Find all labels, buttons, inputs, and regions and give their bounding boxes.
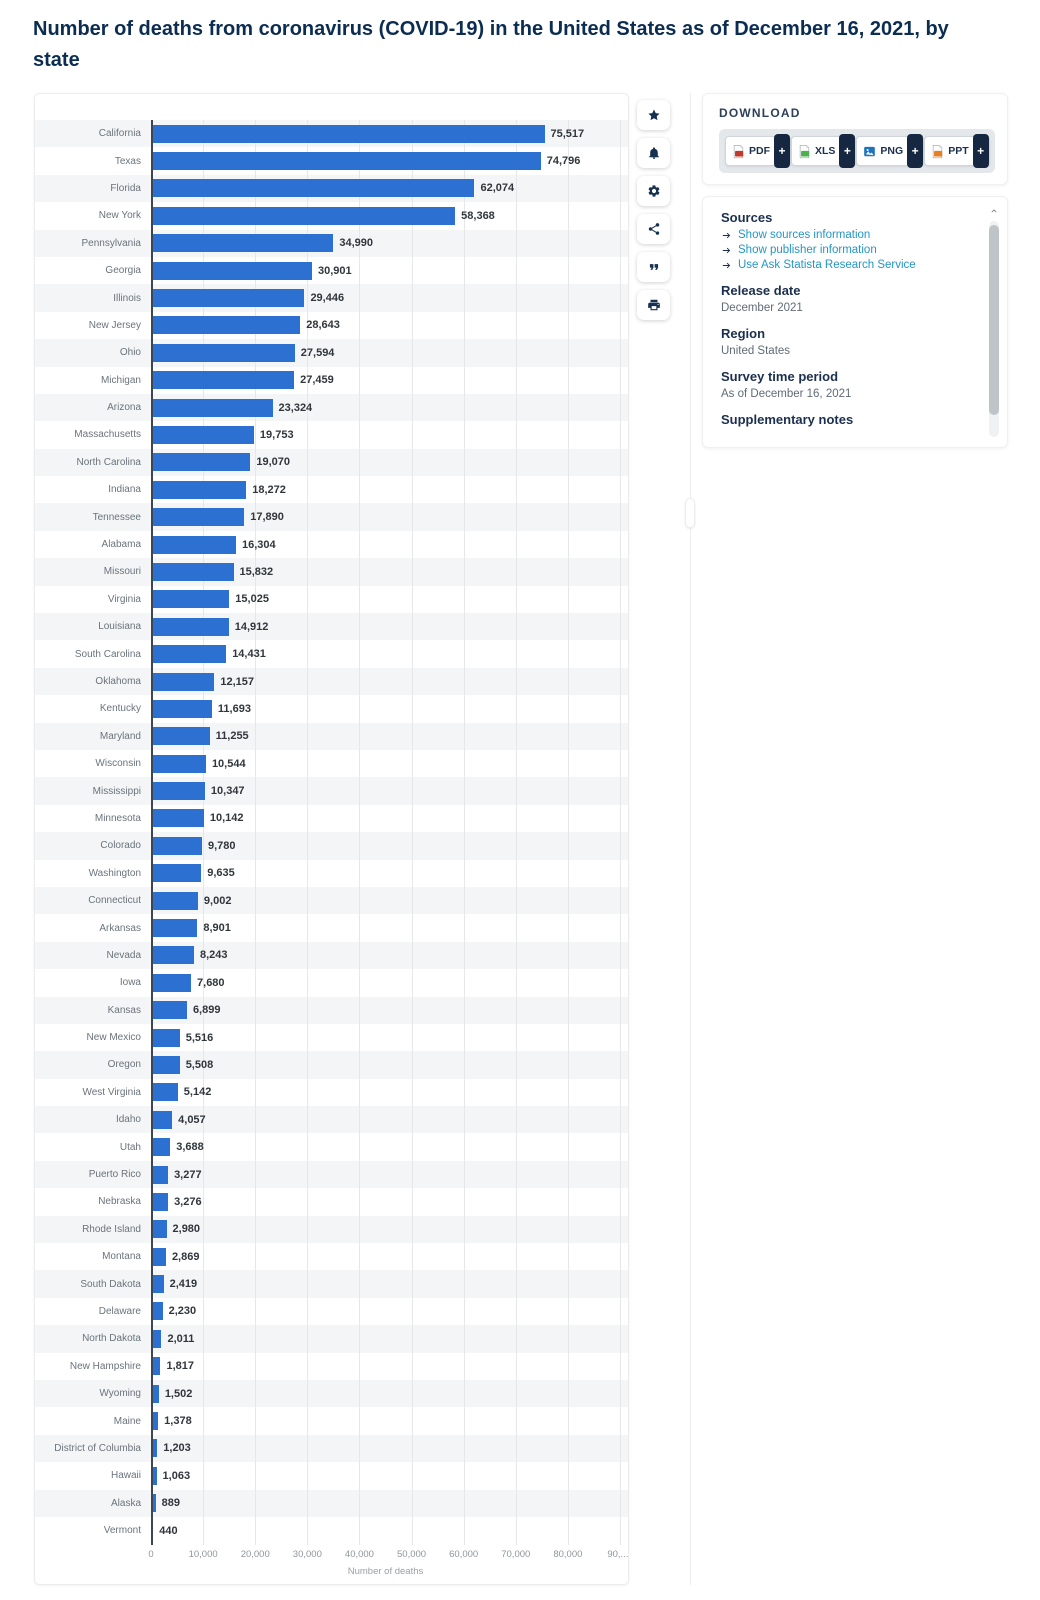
bar[interactable] — [151, 645, 226, 663]
x-axis-ticks — [148, 1549, 629, 1565]
state-label: Connecticut — [88, 895, 141, 907]
download-xls-plus-button[interactable]: + — [839, 134, 855, 168]
bar-value-label: 27,594 — [300, 346, 335, 359]
favorite-button[interactable] — [637, 100, 670, 130]
download-pdf-plus-button[interactable]: + — [774, 134, 790, 168]
state-label: Wisconsin — [95, 758, 141, 770]
state-label: Missouri — [103, 566, 141, 578]
state-label: South Dakota — [80, 1278, 141, 1290]
x-tick-label: 60,000 — [449, 1549, 479, 1560]
x-tick-label: 0 — [148, 1549, 154, 1560]
sources-card — [702, 196, 1008, 448]
state-label: New Mexico — [86, 1032, 141, 1044]
x-tick-label: 90,... — [607, 1549, 629, 1560]
bar-value-label: 62,074 — [480, 182, 515, 195]
bar-value-label: 14,912 — [234, 620, 269, 633]
state-label: South Carolina — [74, 648, 141, 660]
region-heading: Region — [721, 326, 766, 341]
bar-value-label: 4,057 — [178, 1113, 206, 1126]
state-label: North Carolina — [76, 456, 141, 468]
bar-value-label: 2,011 — [167, 1332, 195, 1345]
state-label: Indiana — [108, 484, 141, 496]
bar[interactable] — [151, 371, 294, 389]
bar-value-label: 5,142 — [183, 1086, 212, 1099]
bell-icon — [647, 146, 661, 160]
link-ask-statista-research-service[interactable] — [721, 259, 971, 271]
sources-heading: Sources — [721, 210, 773, 225]
bar-value-label: 10,142 — [209, 812, 244, 825]
download-button-label: PPT — [948, 145, 969, 157]
bar-value-label: 3,277 — [174, 1168, 202, 1181]
state-label: Colorado — [100, 840, 141, 852]
arrow-right-icon — [721, 230, 732, 241]
state-label: Nebraska — [98, 1196, 141, 1208]
state-label: Minnesota — [94, 812, 141, 824]
column-divider — [690, 93, 691, 1585]
bar-value-label: 28,643 — [306, 319, 340, 332]
bar[interactable] — [151, 590, 229, 608]
state-label: Wyoming — [99, 1388, 141, 1400]
bar[interactable] — [151, 316, 300, 334]
state-label: Alaska — [110, 1497, 141, 1509]
bar-value-label: 58,368 — [461, 209, 495, 222]
bar[interactable] — [151, 536, 236, 554]
state-label: West Virginia — [82, 1086, 141, 1098]
state-label: Oklahoma — [95, 676, 141, 687]
bar-value-label: 29,446 — [310, 292, 345, 305]
state-label: Virginia — [107, 593, 141, 605]
bar-value-label: 2,869 — [171, 1250, 200, 1263]
notifications-button[interactable] — [637, 138, 670, 168]
gear-icon — [647, 184, 661, 198]
link-show-publisher-information[interactable] — [721, 244, 971, 256]
x-tick-label: 30,000 — [292, 1549, 322, 1560]
bar-value-label: 27,459 — [300, 374, 334, 387]
bar-value-label: 8,901 — [203, 922, 231, 935]
bar-value-label: 74,796 — [546, 155, 581, 168]
state-label: Arkansas — [99, 922, 141, 934]
print-button[interactable] — [637, 290, 670, 320]
y-axis-line — [151, 120, 153, 1545]
bar[interactable] — [151, 809, 204, 827]
bar[interactable] — [151, 1001, 187, 1019]
bar[interactable] — [151, 1111, 172, 1129]
bar[interactable] — [151, 399, 273, 417]
state-label: Arizona — [107, 402, 141, 414]
state-label: Ohio — [119, 347, 141, 359]
bar-value-label: 1,502 — [164, 1387, 193, 1400]
chart-card — [34, 93, 629, 1585]
sidebar-collapse-handle[interactable] — [685, 498, 695, 528]
state-label: Hawaii — [110, 1470, 141, 1482]
state-label: Montana — [102, 1251, 141, 1263]
share-icon — [647, 222, 661, 236]
state-label: Massachusetts — [74, 429, 141, 441]
state-label: Washington — [88, 867, 141, 879]
xls-file-icon — [797, 144, 812, 159]
bar-value-label: 1,378 — [164, 1415, 192, 1428]
link-label[interactable]: Show publisher information — [738, 244, 877, 256]
bar-value-label: 11,255 — [215, 730, 249, 743]
bar[interactable] — [151, 1193, 168, 1211]
state-label: Delaware — [98, 1305, 141, 1317]
bar-value-label: 30,901 — [318, 264, 352, 277]
bar[interactable] — [151, 837, 202, 855]
bar-value-label: 3,276 — [174, 1195, 202, 1208]
bar-value-label: 8,243 — [199, 949, 228, 962]
bar[interactable] — [151, 481, 246, 499]
arrow-right-icon — [721, 245, 732, 256]
state-label: Maryland — [99, 730, 141, 742]
x-axis-title: Number of deaths — [347, 1566, 424, 1577]
bar[interactable] — [151, 864, 201, 882]
bar-value-label: 19,070 — [256, 456, 291, 469]
scroll-up-button[interactable] — [988, 205, 1000, 217]
ppt-file-icon — [930, 144, 945, 159]
x-tick-label: 70,000 — [501, 1549, 531, 1560]
bar-value-label: 11,693 — [217, 702, 251, 715]
bar-value-label: 10,544 — [211, 757, 246, 770]
state-label: Texas — [114, 155, 141, 167]
download-button-label: XLS — [815, 145, 836, 157]
bar[interactable] — [151, 727, 210, 745]
state-label: New Jersey — [88, 319, 141, 331]
state-label: Iowa — [119, 977, 141, 989]
share-button[interactable] — [637, 214, 670, 244]
bar-value-label: 3,688 — [176, 1141, 204, 1154]
download-card — [702, 93, 1008, 185]
bar[interactable] — [151, 234, 333, 252]
bar-value-label: 9,002 — [203, 894, 232, 907]
supplementary-notes-heading: Supplementary notes — [721, 412, 854, 427]
bar[interactable] — [151, 125, 545, 143]
download-pdf-button[interactable] — [725, 136, 791, 166]
download-png-plus-button[interactable]: + — [907, 134, 923, 168]
bar-value-label: 12,157 — [220, 675, 254, 688]
state-label: Alabama — [101, 539, 141, 551]
state-label: Maine — [113, 1415, 141, 1427]
bar[interactable] — [151, 1248, 166, 1266]
bar[interactable] — [151, 1138, 170, 1156]
state-label: New York — [98, 210, 141, 222]
bar[interactable] — [151, 508, 244, 526]
quote-icon — [647, 260, 661, 274]
sources-scrollbar[interactable] — [988, 205, 1000, 437]
bar[interactable] — [151, 1220, 167, 1238]
bar-value-label: 15,832 — [239, 565, 274, 578]
bar-value-label: 16,304 — [241, 538, 276, 551]
bar-value-label: 17,890 — [250, 511, 284, 524]
bar[interactable] — [151, 563, 234, 581]
state-label: Kansas — [107, 1004, 141, 1016]
state-label: Michigan — [100, 374, 141, 386]
bar-value-label: 1,063 — [162, 1469, 191, 1482]
state-label: North Dakota — [82, 1333, 141, 1345]
x-tick-label: 80,000 — [553, 1549, 583, 1560]
region-value: United States — [721, 345, 791, 357]
release-date-value: December 2021 — [721, 302, 803, 314]
download-ppt-plus-button[interactable]: + — [973, 134, 989, 168]
settings-button[interactable] — [637, 176, 670, 206]
bar-value-label: 6,899 — [192, 1004, 221, 1017]
x-tick-label: 40,000 — [344, 1549, 374, 1560]
bar[interactable] — [151, 700, 212, 718]
bar-value-label: 23,324 — [278, 401, 313, 414]
bar[interactable] — [151, 289, 304, 307]
arrow-right-icon — [721, 260, 732, 271]
state-label: District of Columbia — [54, 1442, 141, 1454]
bar[interactable] — [151, 919, 197, 937]
state-label: Vermont — [103, 1525, 141, 1537]
bar-value-label: 2,980 — [172, 1223, 201, 1236]
star-icon — [647, 108, 661, 122]
survey-time-period-heading: Survey time period — [721, 369, 839, 384]
pdf-file-icon — [731, 144, 746, 159]
bar-value-label: 9,635 — [207, 867, 235, 880]
link-show-sources-information[interactable] — [721, 229, 971, 241]
bar[interactable] — [151, 673, 214, 691]
bar[interactable] — [151, 1166, 168, 1184]
state-label: Florida — [110, 182, 141, 194]
state-label: New Hampshire — [69, 1360, 141, 1372]
bar-value-label: 1,817 — [166, 1360, 194, 1373]
bar[interactable] — [151, 782, 205, 800]
bar-value-label: 7,680 — [197, 976, 225, 989]
download-png-button[interactable] — [856, 136, 924, 166]
bar[interactable] — [151, 755, 206, 773]
bar-value-label: 2,419 — [169, 1278, 198, 1291]
release-date-heading: Release date — [721, 283, 801, 298]
bar[interactable] — [151, 207, 455, 225]
bar[interactable] — [151, 974, 191, 992]
state-label: Georgia — [105, 265, 141, 277]
page-title: Number of deaths from coronavirus (COVID-19) in the United States as of December 16, 2021, by state — [33, 18, 949, 71]
state-label: Rhode Island — [82, 1223, 141, 1235]
bar-value-label: 18,272 — [252, 483, 286, 496]
state-label: Pennsylvania — [81, 237, 141, 249]
bar[interactable] — [151, 618, 229, 636]
state-label: Utah — [119, 1141, 141, 1153]
bar-value-label: 10,347 — [210, 785, 245, 798]
bar-value-label: 14,431 — [232, 648, 266, 661]
state-label: Idaho — [115, 1114, 141, 1126]
bar-value-label: 75,517 — [550, 127, 585, 140]
bar[interactable] — [151, 179, 474, 197]
state-label: Illinois — [113, 292, 141, 304]
printer-icon — [647, 298, 661, 312]
bar-value-label: 2,230 — [168, 1305, 197, 1318]
bar-value-label: 15,025 — [235, 593, 269, 606]
chevron-up-icon — [989, 206, 999, 216]
state-label: Mississippi — [92, 785, 141, 797]
bar-value-label: 889 — [161, 1497, 180, 1510]
bar[interactable] — [151, 152, 541, 170]
link-label[interactable]: Use Ask Statista Research Service — [738, 259, 916, 271]
bar[interactable] — [151, 262, 312, 280]
state-label: Kentucky — [99, 703, 141, 715]
bar-value-label: 440 — [159, 1524, 178, 1537]
download-ppt-button[interactable] — [924, 136, 989, 166]
bar-value-label: 5,516 — [185, 1031, 214, 1044]
x-tick-label: 50,000 — [397, 1549, 427, 1560]
state-label: Louisiana — [98, 621, 141, 633]
scrollbar-thumb[interactable] — [989, 225, 999, 415]
state-label: Nevada — [106, 949, 141, 961]
bar-value-label: 5,508 — [185, 1058, 214, 1071]
download-button-label: PDF — [749, 145, 770, 157]
bar[interactable] — [151, 344, 295, 362]
action-toolbar — [637, 100, 670, 320]
state-label: Oregon — [107, 1059, 141, 1071]
download-heading: DOWNLOAD — [719, 106, 801, 120]
bar[interactable] — [151, 1056, 180, 1074]
png-image-icon — [862, 144, 877, 159]
state-label: Puerto Rico — [88, 1169, 141, 1181]
bar-value-label: 1,203 — [163, 1442, 191, 1455]
x-tick-label: 10,000 — [188, 1549, 218, 1560]
scrollbar-track[interactable] — [989, 221, 999, 437]
bar[interactable] — [151, 453, 250, 471]
bar-value-label: 19,753 — [259, 428, 294, 441]
survey-time-period-value: As of December 16, 2021 — [721, 388, 852, 400]
state-label: Tennessee — [92, 511, 141, 523]
bar[interactable] — [151, 892, 198, 910]
bar-value-label: 9,780 — [207, 839, 236, 852]
bar[interactable] — [151, 946, 194, 964]
bar[interactable] — [151, 426, 254, 444]
x-tick-label: 20,000 — [240, 1549, 270, 1560]
download-xls-button[interactable] — [791, 136, 856, 166]
link-label[interactable]: Show sources information — [738, 229, 871, 241]
bar[interactable] — [151, 1029, 180, 1047]
download-button-label: PNG — [880, 145, 904, 157]
bar[interactable] — [151, 1083, 178, 1101]
citation-button[interactable] — [637, 252, 670, 282]
download-strip — [719, 129, 995, 173]
state-label: California — [98, 128, 141, 140]
bar-value-label: 34,990 — [339, 237, 373, 250]
